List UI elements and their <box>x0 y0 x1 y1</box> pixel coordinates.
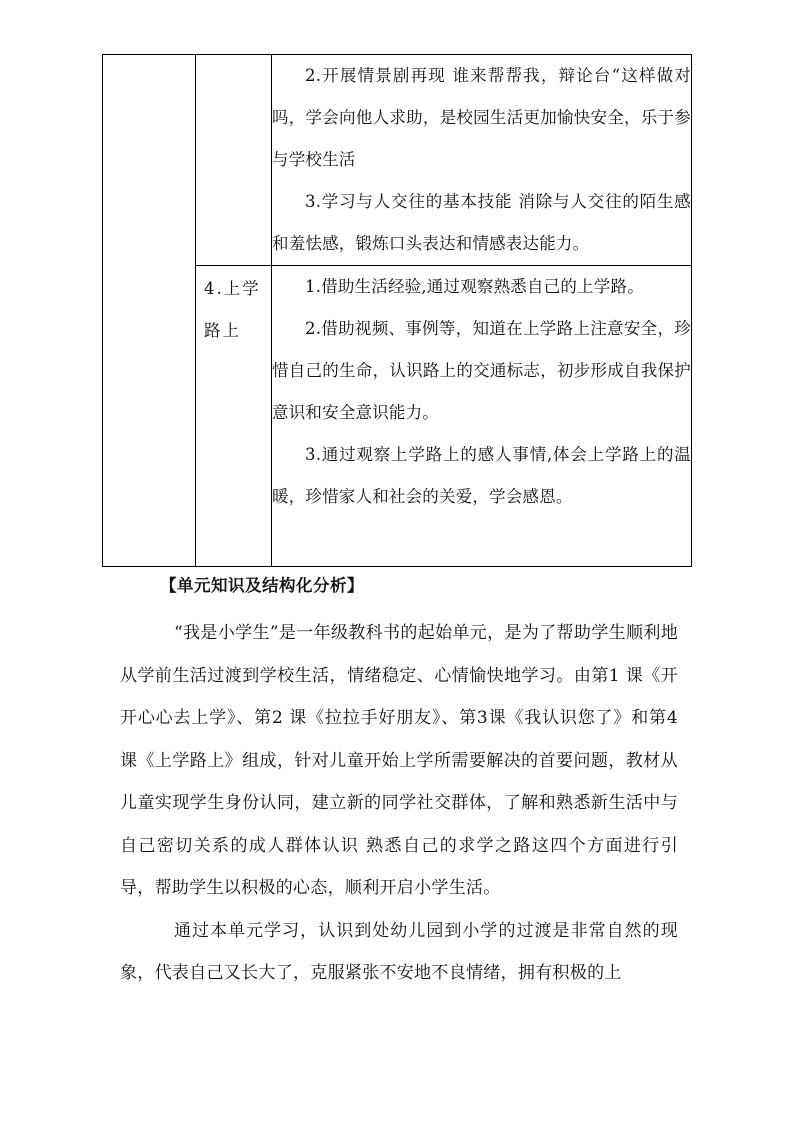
table-row <box>103 55 692 266</box>
lesson-name: 4.上学路上 <box>204 279 261 340</box>
lesson-cell <box>196 266 272 567</box>
goal-text: 2.开展情景剧再现 谁来帮帮我，辩论台“这样做对吗，学会向他人求助，是校园生活更加愉快安全，乐于参与学校生活 <box>272 66 691 169</box>
paragraph: “我是小学生”是一年级教科书的起始单元，是为了帮助学生顺利地从学前生活过渡到学校生活，情绪稳定、心情愉快地学习。由第1 课《开开心心去上学》、第2 课《拉拉手好朋友》、第3课《我认识您了》和第4课《上学路上》组成，针对儿童开始上学所需要解决的首要问题，教材从儿童实现学生身份认同，建立新的同学社交群体，了解和熟悉新生活中与自己密切关系的成人群体认识 熟悉自己的求学之路这四个方面进行引导，帮助学生以积极的心态，顺利开启小学生活。 <box>120 623 678 898</box>
section-body <box>120 612 678 995</box>
unit-cell <box>103 55 196 567</box>
goal-text: 3.通过观察上学路上的感人事情,体会上学路上的温暖，珍惜家人和社会的关爱，学会感恩。 <box>272 445 691 506</box>
goals-cell <box>272 266 692 567</box>
section-heading: 【单元知识及结构化分析】 <box>160 576 364 595</box>
goal-text: 1.借助生活经验,通过观察熟悉自己的上学路。 <box>305 277 644 296</box>
goals-cell <box>272 55 692 266</box>
goal-text: 3.学习与人交往的基本技能 消除与人交往的陌生感和羞怯感，锻炼口头表达和情感表达能力。 <box>272 192 691 253</box>
lesson-goals-table <box>102 54 692 567</box>
lesson-cell <box>196 55 272 266</box>
paragraph: 通过本单元学习，认识到处幼儿园到小学的过渡是非常自然的现象，代表自己又长大了，克服紧张不安地不良情绪，拥有积极的上 <box>120 920 678 983</box>
goal-text: 2.借助视频、事例等，知道在上学路上注意安全，珍惜自己的生命，认识路上的交通标志，初步形成自我保护意识和安全意识能力。 <box>272 319 691 422</box>
